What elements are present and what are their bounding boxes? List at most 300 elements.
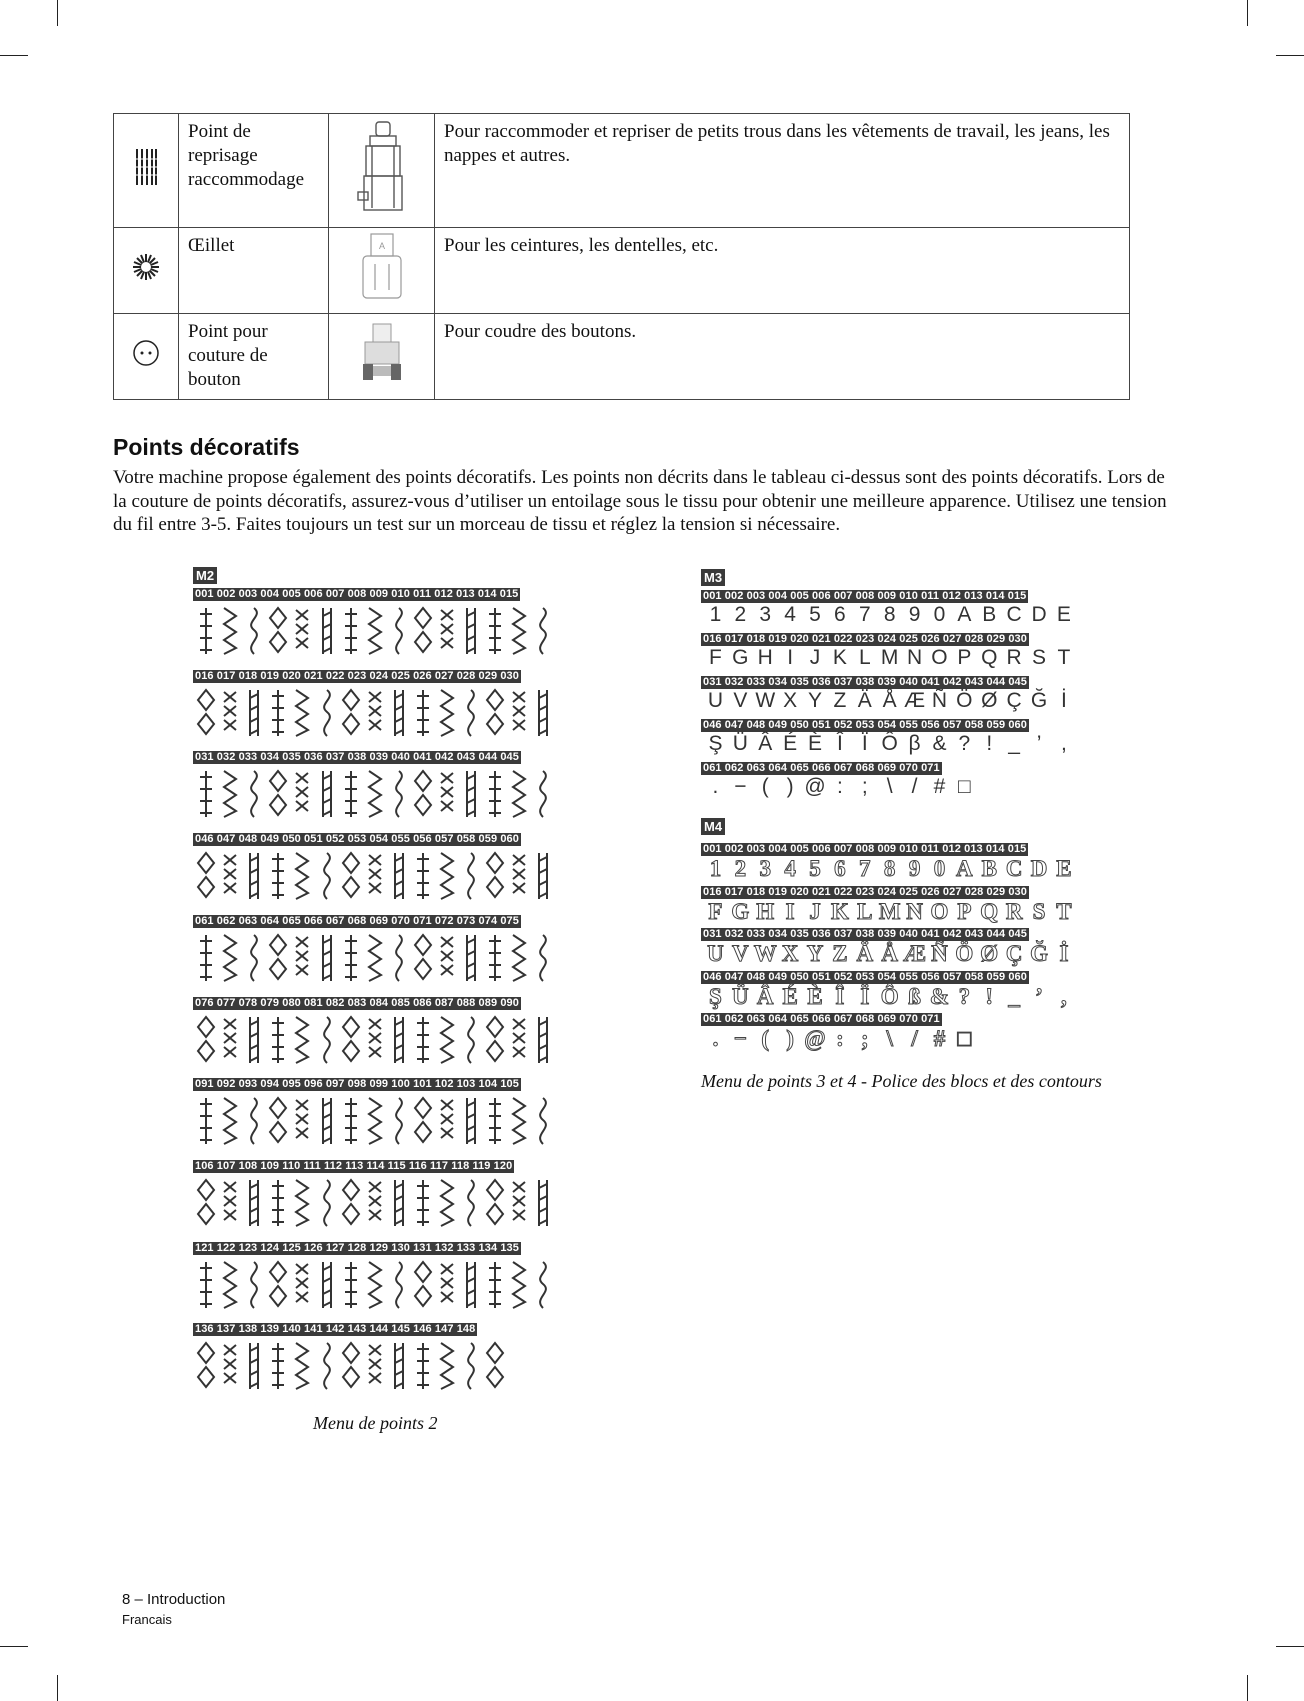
stitch-pattern-icon [509, 769, 529, 819]
stitch-pattern-icon [341, 1341, 361, 1391]
character-glyph: 5 [809, 856, 821, 881]
character-glyph: A [957, 603, 972, 626]
menu-tag: M2 [193, 567, 217, 584]
character-glyph: Ö [955, 941, 974, 966]
character-glyph: D [1031, 603, 1047, 626]
button-foot-icon [329, 314, 435, 400]
stitch-description: Pour raccommoder et repriser de petits trous dans les vêtements de travail, les jeans, les nappes et autres. [435, 114, 1130, 228]
stitch-number-bar: 031 032 033 034 035 036 037 038 039 040 041 042 043 044 045 [703, 676, 1027, 688]
menu-tag: M3 [701, 569, 725, 586]
stitch-pattern-icon [292, 688, 312, 738]
stitch-name: Œillet [179, 228, 329, 314]
stitch-pattern-icon [341, 606, 361, 656]
character-glyph: 5 [809, 603, 821, 626]
character-glyph: U [707, 941, 724, 966]
stitch-pattern-icon [437, 1178, 457, 1228]
character-glyph: P [957, 898, 972, 924]
stitch-pattern-icon [244, 933, 264, 983]
stitch-number-bar: 076 077 078 079 080 081 082 083 084 085 086 087 088 089 090 [195, 996, 519, 1009]
character-row [703, 603, 1076, 627]
stitch-pattern-icon [341, 1178, 361, 1228]
character-glyph: W [753, 941, 777, 966]
character-glyph: C [1006, 603, 1022, 626]
character-glyph: 9 [908, 856, 921, 881]
character-glyph: N [906, 898, 923, 924]
stitch-pattern-icon [220, 1096, 240, 1146]
stitch-number-bar: 106 107 108 109 110 111 112 113 114 115 116 117 118 119 120 [195, 1159, 513, 1172]
stitch-number-bar: 016 017 018 019 020 021 022 023 024 025 026 027 028 029 030 [703, 633, 1027, 645]
character-glyph: U [707, 689, 724, 712]
character-glyph: 4 [784, 856, 796, 881]
character-row [703, 899, 1076, 925]
character-glyph: Ø [981, 689, 998, 712]
character-glyph: ! [986, 732, 993, 755]
character-glyph: 7 [858, 603, 871, 626]
character-glyph: 3 [759, 603, 772, 626]
stitch-pattern-icon [244, 1341, 264, 1391]
stitch-number-bar: 091 092 093 094 095 096 097 098 099 100 101 102 103 104 105 [195, 1078, 519, 1091]
character-glyph: G [732, 646, 749, 669]
character-glyph: F [708, 898, 723, 924]
stitch-pattern-icon [292, 769, 312, 819]
character-glyph: G [731, 898, 750, 924]
character-glyph: ; [860, 1026, 869, 1051]
stitch-pattern-icon [389, 1341, 409, 1391]
stitch-pattern-icon [220, 1260, 240, 1310]
stitch-name: Point de reprisage raccommodage [179, 114, 329, 228]
stitch-pattern-icon [533, 769, 553, 819]
character-glyph: ( [761, 775, 769, 798]
stitch-pattern-icon [509, 1015, 529, 1065]
stitch-pattern-icon [292, 1015, 312, 1065]
stitch-number-bar: 046 047 048 049 050 051 052 053 054 055 056 057 058 059 060 [195, 833, 519, 846]
character-glyph: ’ [1035, 983, 1043, 1009]
crop-mark [0, 1646, 28, 1647]
character-glyph: İ [1059, 941, 1069, 966]
character-glyph: 8 [883, 603, 896, 626]
stitch-pattern-icon [268, 851, 288, 901]
character-glyph: X [783, 689, 798, 712]
stitch-pattern-icon [244, 1015, 264, 1065]
stitch-pattern-icon [244, 851, 264, 901]
crop-mark [1276, 55, 1304, 56]
character-glyph: I [787, 646, 794, 669]
character-glyph: _ [1008, 983, 1020, 1009]
character-glyph: I [785, 898, 795, 924]
character-glyph: İ [1060, 689, 1067, 712]
stitch-pattern-icon [485, 1178, 505, 1228]
character-row [703, 984, 1076, 1010]
character-glyph: / [911, 1026, 918, 1051]
stitch-pattern-icon [485, 1015, 505, 1065]
stitch-pattern-icon [341, 769, 361, 819]
stitch-pattern-icon [220, 1341, 240, 1391]
stitch-pattern-icon [244, 769, 264, 819]
stitch-pattern-icon [292, 606, 312, 656]
stitch-pattern-icon [461, 851, 481, 901]
character-glyph: É [782, 983, 798, 1009]
character-glyph: V [733, 689, 748, 712]
satin-foot-icon [329, 228, 435, 314]
character-glyph: − [734, 775, 747, 798]
character-glyph: O [930, 898, 949, 924]
crop-mark [0, 55, 28, 56]
stitch-pattern-icon [461, 1096, 481, 1146]
character-glyph: Q [980, 898, 999, 924]
character-row [703, 732, 1076, 756]
stitch-pattern-icon [461, 688, 481, 738]
stitch-pattern-icon [437, 933, 457, 983]
character-glyph: 0 [933, 603, 946, 626]
character-glyph: ’ [1036, 732, 1042, 755]
stitch-number-bar: 016 017 018 019 020 021 022 023 024 025 026 027 028 029 030 [703, 885, 1027, 898]
stitch-pattern-icon [341, 688, 361, 738]
character-glyph: X [781, 941, 799, 966]
crop-mark [1247, 0, 1248, 26]
character-glyph: E [1056, 603, 1071, 626]
character-glyph: Ğ [1030, 689, 1048, 712]
stitch-pattern-icon [268, 933, 288, 983]
character-row [703, 646, 1076, 670]
character-glyph: & [929, 983, 950, 1009]
character-glyph: ) [786, 775, 794, 798]
stitch-pattern-icon [461, 1178, 481, 1228]
character-glyph: Å [881, 941, 898, 966]
character-glyph: Ä [857, 689, 872, 712]
stitch-pattern-icon [365, 1096, 385, 1146]
character-glyph: Ñ [931, 689, 948, 712]
character-glyph: Ä [856, 941, 874, 966]
character-glyph: Æ [903, 941, 927, 966]
character-glyph: 8 [883, 856, 896, 881]
section-title: Points décoratifs [113, 434, 300, 460]
character-glyph: N [906, 646, 923, 669]
darning-foot-icon [329, 114, 435, 228]
character-glyph: O [931, 646, 948, 669]
character-glyph: □ [958, 775, 971, 798]
stitch-pattern-icon [196, 933, 216, 983]
character-glyph: & [932, 732, 947, 755]
character-glyph: Z [833, 689, 847, 712]
character-glyph: È [807, 983, 823, 1009]
crop-mark [57, 1675, 58, 1701]
stitch-pattern-icon [437, 1341, 457, 1391]
character-glyph: \ [886, 1026, 893, 1051]
stitch-pattern-icon [268, 769, 288, 819]
character-glyph: Ô [880, 983, 899, 1009]
character-glyph: ? [958, 732, 971, 755]
stitch-pattern-icon [196, 1096, 216, 1146]
character-row [703, 856, 1076, 882]
stitch-number-bar: 061 062 063 064 065 066 067 068 069 070 071 [703, 1013, 940, 1025]
stitch-pattern-icon [461, 1260, 481, 1310]
character-glyph: Æ [904, 689, 926, 712]
stitch-number-bar: 001 002 003 004 005 006 007 008 009 010 011 012 013 014 015 [703, 843, 1027, 855]
character-glyph: A [956, 856, 973, 881]
character-glyph: Ş [709, 983, 722, 1009]
stitch-pattern-icon [365, 933, 385, 983]
character-glyph: β [908, 732, 921, 755]
stitch-pattern-icon [413, 1096, 433, 1146]
character-glyph: M [878, 898, 901, 924]
crop-mark [57, 0, 58, 26]
character-glyph: J [809, 646, 821, 669]
character-glyph: Ï [861, 732, 868, 755]
stitch-pattern-icon [389, 769, 409, 819]
character-glyph: ? [958, 983, 971, 1009]
character-glyph: ; [861, 775, 868, 798]
character-glyph: B [981, 856, 997, 881]
stitch-pattern-icon [437, 769, 457, 819]
stitch-pattern-icon [292, 1096, 312, 1146]
stitch-pattern-icon [413, 688, 433, 738]
character-glyph: _ [1008, 732, 1020, 755]
stitch-pattern-icon [341, 933, 361, 983]
character-glyph: Y [808, 689, 823, 712]
stitch-pattern-icon [413, 1178, 433, 1228]
character-glyph: R [1006, 646, 1022, 669]
stitch-pattern-icon [533, 1096, 553, 1146]
stitch-pattern-icon [244, 688, 264, 738]
table-row [114, 114, 1130, 228]
stitch-pattern-icon [485, 1260, 505, 1310]
stitch-pattern-icon [268, 1096, 288, 1146]
character-glyph: M [880, 646, 899, 669]
stitch-pattern-icon [268, 1260, 288, 1310]
stitch-pattern-icon [244, 1096, 264, 1146]
character-glyph: @ [804, 775, 826, 798]
stitch-pattern-icon [461, 1341, 481, 1391]
character-glyph: Ğ [1030, 941, 1048, 966]
stitch-pattern-icon [461, 1015, 481, 1065]
crop-mark [1276, 1646, 1304, 1647]
character-glyph: Ş [708, 732, 723, 755]
stitch-pattern-icon [317, 1096, 337, 1146]
stitch-pattern-icon [220, 688, 240, 738]
stitch-pattern-icon [509, 606, 529, 656]
stitch-pattern-icon [292, 1178, 312, 1228]
menu-2-caption: Menu de points 2 [313, 1413, 438, 1433]
stitch-pattern-icon [220, 606, 240, 656]
character-glyph: K [830, 898, 849, 924]
stitch-pattern-icon [244, 1178, 264, 1228]
stitch-pattern-icon [268, 688, 288, 738]
character-row [703, 775, 977, 799]
stitch-pattern-icon [389, 851, 409, 901]
stitch-pattern-icon [317, 1341, 337, 1391]
character-glyph: Ø [980, 941, 999, 966]
stitch-pattern-icon [365, 769, 385, 819]
stitch-pattern-icon [389, 1096, 409, 1146]
character-glyph: \ [886, 775, 893, 798]
stitch-pattern-icon [413, 1015, 433, 1065]
character-glyph: 2 [734, 856, 747, 881]
stitch-pattern-icon [292, 933, 312, 983]
character-glyph: Ü [732, 983, 749, 1009]
character-glyph: È [808, 732, 823, 755]
stitch-pattern-icon [365, 606, 385, 656]
stitch-pattern-icon [389, 606, 409, 656]
character-glyph: : [836, 775, 843, 798]
character-glyph: S [1032, 898, 1046, 924]
stitch-pattern-icon [317, 1015, 337, 1065]
character-glyph: Â [756, 983, 774, 1009]
menu-3-4-caption: Menu de points 3 et 4 - Police des blocs et des contours [701, 1071, 1102, 1091]
crop-mark [1247, 1675, 1248, 1701]
character-glyph: @ [804, 1026, 826, 1051]
character-glyph: Å [882, 689, 897, 712]
stitch-pattern-icon [365, 688, 385, 738]
character-glyph: . [712, 775, 719, 798]
stitch-number-bar: 136 137 138 139 140 141 142 143 144 145 146 147 148 [195, 1323, 476, 1336]
stitch-table [113, 113, 1130, 400]
stitch-pattern-icon [437, 1096, 457, 1146]
stitch-pattern-icon [413, 1260, 433, 1310]
stitch-pattern-icon [509, 1096, 529, 1146]
stitch-number-bar: 061 062 063 064 065 066 067 068 069 070 071 [703, 762, 940, 774]
stitch-pattern-icon [533, 606, 553, 656]
character-glyph: K [832, 646, 847, 669]
stitch-pattern-icon [413, 769, 433, 819]
character-glyph: Y [806, 941, 824, 966]
stitch-pattern-icon [196, 1260, 216, 1310]
character-glyph: 9 [908, 603, 921, 626]
character-glyph: L [858, 646, 871, 669]
stitch-pattern-icon [533, 1260, 553, 1310]
stitch-pattern-icon [437, 606, 457, 656]
stitch-pattern-icon [196, 1015, 216, 1065]
stitch-pattern-icon [533, 851, 553, 901]
stitch-pattern-icon [533, 688, 553, 738]
stitch-number-bar: 031 032 033 034 035 036 037 038 039 040 041 042 043 044 045 [195, 751, 519, 764]
stitch-pattern-icon [268, 1178, 288, 1228]
character-glyph: Â [758, 732, 773, 755]
stitch-pattern-icon [220, 1015, 240, 1065]
stitch-pattern-icon [509, 933, 529, 983]
stitch-number-bar: 121 122 123 124 125 126 127 128 129 130 131 132 133 134 135 [195, 1241, 519, 1254]
character-glyph: 7 [859, 856, 871, 881]
stitch-pattern-icon [244, 1260, 264, 1310]
table-row [114, 314, 1130, 400]
stitch-pattern-icon [292, 1341, 312, 1391]
stitch-pattern-icon [485, 851, 505, 901]
stitch-pattern-icon [317, 851, 337, 901]
button-stitch-icon [114, 314, 179, 400]
stitch-pattern-icon [196, 1341, 216, 1391]
character-glyph: Î [835, 983, 845, 1009]
stitch-pattern-icon [389, 933, 409, 983]
character-glyph: H [756, 898, 775, 924]
character-glyph: T [1056, 898, 1072, 924]
character-glyph: , [1060, 732, 1067, 755]
character-glyph: 4 [784, 603, 796, 626]
stitch-pattern-icon [509, 851, 529, 901]
character-glyph: C [1005, 856, 1023, 881]
stitch-pattern-icon [268, 1015, 288, 1065]
stitch-pattern-icon [292, 1260, 312, 1310]
stitch-pattern-icon [341, 851, 361, 901]
svg-text:A: A [378, 241, 385, 251]
character-glyph: V [732, 941, 749, 966]
stitch-pattern-icon [268, 1341, 288, 1391]
stitch-pattern-icon [485, 933, 505, 983]
stitch-pattern-icon [365, 1341, 385, 1391]
stitch-pattern-icon [244, 606, 264, 656]
stitch-pattern-icon [365, 1015, 385, 1065]
character-glyph: T [1057, 646, 1071, 669]
character-glyph: L [857, 898, 873, 924]
character-glyph: 6 [834, 856, 846, 881]
character-glyph: W [755, 689, 776, 712]
stitch-pattern-icon [196, 606, 216, 656]
character-row [703, 689, 1076, 713]
stitch-pattern-icon [389, 1015, 409, 1065]
character-glyph: Ö [956, 689, 973, 712]
stitch-pattern-icon [437, 688, 457, 738]
character-row [703, 1026, 977, 1052]
character-glyph: R [1005, 898, 1023, 924]
character-glyph: S [1032, 646, 1047, 669]
stitch-pattern-icon [485, 769, 505, 819]
stitch-number-bar: 061 062 063 064 065 066 067 068 069 070 071 072 073 074 075 [195, 914, 519, 927]
character-glyph: B [982, 603, 997, 626]
stitch-pattern-icon [389, 1178, 409, 1228]
stitch-number-bar: 016 017 018 019 020 021 022 023 024 025 026 027 028 029 030 [195, 669, 519, 682]
stitch-pattern-icon [317, 1178, 337, 1228]
stitch-pattern-icon [317, 933, 337, 983]
stitch-pattern-icon [220, 933, 240, 983]
stitch-pattern-icon [196, 688, 216, 738]
stitch-pattern-icon [317, 1260, 337, 1310]
stitch-pattern-icon [317, 769, 337, 819]
character-glyph: ß [908, 983, 921, 1009]
stitch-number-bar: 031 032 033 034 035 036 037 038 039 040 041 042 043 044 045 [703, 928, 1027, 940]
stitch-description: Pour les ceintures, les dentelles, etc. [435, 228, 1130, 314]
stitch-pattern-icon [437, 851, 457, 901]
character-glyph: : [836, 1026, 844, 1051]
character-glyph: É [783, 732, 798, 755]
menu-tag: M4 [701, 818, 725, 835]
character-glyph: Ç [1005, 941, 1023, 966]
character-glyph: Ñ [931, 941, 948, 966]
stitch-pattern-icon [533, 1178, 553, 1228]
stitch-pattern-icon [533, 1015, 553, 1065]
stitch-pattern-icon [485, 1341, 505, 1391]
stitch-pattern-icon [461, 769, 481, 819]
section-paragraph: Votre machine propose également des points décoratifs. Les points non décrits dans le tableau ci-dessus sont des points décoratifs. Lors de la couture de points décoratifs, assurez-vous d’utiliser un entoilage sous le tissu pour obtenir une meilleure apparence. Utilisez une tension du fil entre 3-5. Faites toujours un test sur un morceau de tissu et réglez la tension si nécessaire. [113, 467, 1167, 535]
stitch-pattern-icon [509, 1260, 529, 1310]
character-glyph: Ô [881, 732, 898, 755]
character-glyph: , [1061, 983, 1067, 1009]
stitch-pattern-icon [196, 1178, 216, 1228]
character-glyph: P [957, 646, 972, 669]
character-glyph: 0 [933, 856, 946, 881]
stitch-number-bar: 046 047 048 049 050 051 052 053 054 055 056 057 058 059 060 [703, 719, 1027, 731]
stitch-pattern-icon [268, 606, 288, 656]
page-label: 8 – Introduction [122, 1591, 226, 1608]
character-glyph: F [709, 646, 722, 669]
stitch-pattern-icon [220, 1178, 240, 1228]
stitch-pattern-icon [413, 1341, 433, 1391]
stitch-pattern-icon [485, 1096, 505, 1146]
character-glyph: # [933, 1026, 946, 1051]
stitch-pattern-icon [413, 933, 433, 983]
character-glyph: Ü [732, 732, 748, 755]
stitch-name: Point pour couture de bouton [179, 314, 329, 400]
stitch-pattern-icon [485, 688, 505, 738]
stitch-pattern-icon [317, 688, 337, 738]
table-row [114, 228, 1130, 314]
